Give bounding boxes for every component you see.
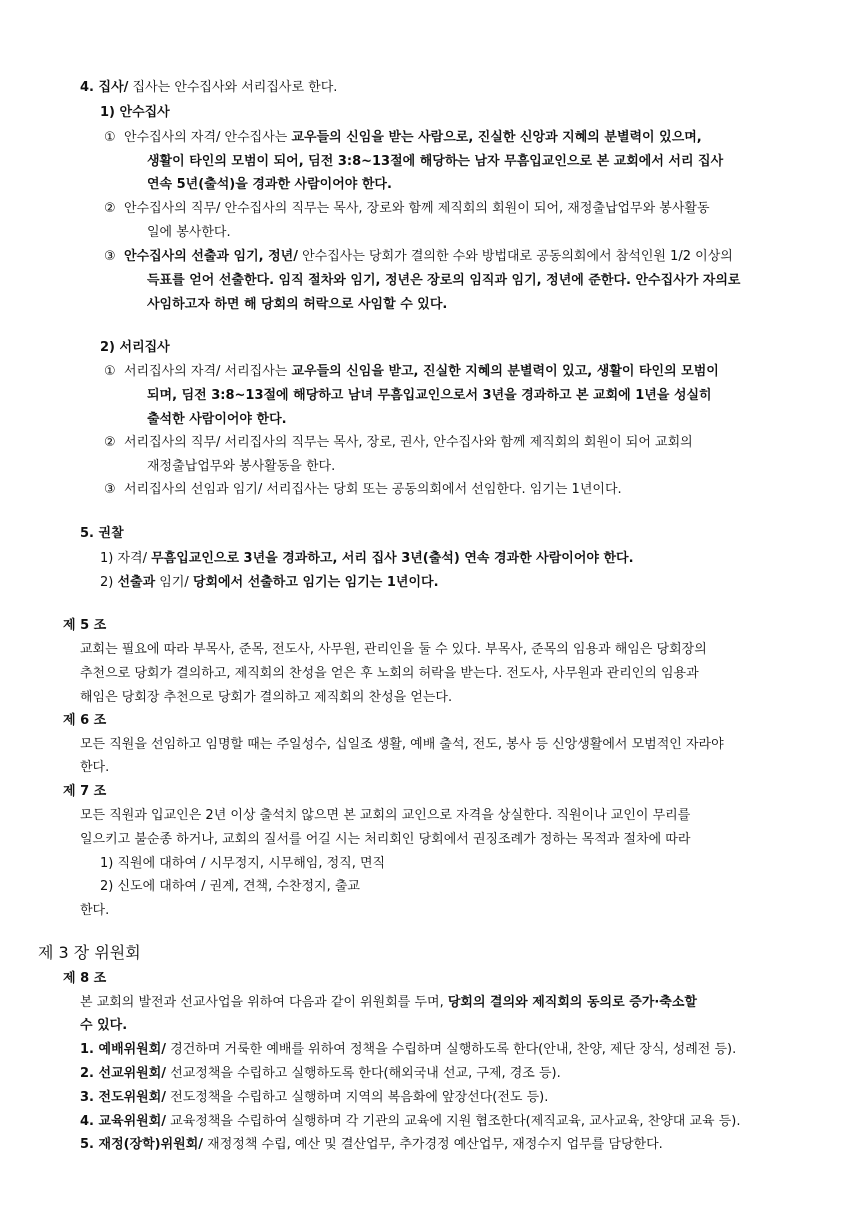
bold-span: 당회에서 선출하고 임기는 임기는 1년이다. [192, 575, 439, 590]
bold-span: 1. 예배위원회/ [80, 1042, 167, 1057]
bold-span: 선출과 [117, 575, 156, 590]
text-span: 임기/ [155, 575, 193, 590]
text-span: 본 교회의 발전과 선교사업을 위하여 다음과 같이 위원회를 두며, [80, 995, 448, 1010]
section-5-heading: 5. 권찰 [80, 526, 124, 541]
article-7-title: 제 7 조 [63, 784, 107, 799]
committee-item [80, 1113, 741, 1130]
item-num: ① [104, 130, 116, 145]
article-5-title: 제 5 조 [63, 618, 107, 633]
item-num: ② [104, 435, 116, 450]
bold-span: 5. 재정(장학)위원회/ [80, 1137, 204, 1152]
paragraph-line: 추천으로 당회가 결의하고, 제직회의 찬성을 얻은 후 노회의 허락을 받는다. 전도사, 사무원과 관리인의 임용과 [80, 666, 699, 681]
section-4-label: 4. 집사/ [80, 80, 129, 95]
paragraph-line [124, 129, 816, 146]
bold-span: 3. 전도위원회/ [80, 1090, 167, 1105]
paragraph-line: 서리집사의 선임과 임기/ 서리집사는 당회 또는 공동의회에서 선임한다. 임기는 1년이다. [124, 482, 622, 497]
paragraph-line: 일으키고 불순종 하거나, 교회의 질서를 어길 시는 처리회인 당회에서 권징조례가 정하는 목적과 절차에 따라 [80, 832, 691, 847]
text-span: 전도정책을 수립하고 실행하며 지역의 복음화에 앞장선다(전도 등). [166, 1090, 549, 1105]
paragraph-line: 1) 직원에 대하여 / 시무정지, 시무해임, 정직, 면직 [100, 856, 386, 871]
bold-span: 무흠입교인으로 3년을 경과하고, 서리 집사 3년(출석) 연속 경과한 사람이어야 한다. [151, 551, 634, 566]
paragraph-line [124, 248, 733, 265]
text-span: 1) 자격/ [100, 551, 152, 566]
paragraph-line: 안수집사의 직무/ 안수집사의 직무는 목사, 장로와 함께 제직회의 회원이 되어, 재정출납업무와 봉사활동 [124, 201, 710, 216]
paragraph-line: 한다. [80, 903, 110, 918]
item-num: ③ [104, 482, 116, 497]
paragraph-line: 모든 직원과 입교인은 2년 이상 출석치 않으면 본 교회의 교인으로 자격을 상실한다. 직원이나 교인이 무리를 [80, 808, 691, 823]
paragraph-line [100, 574, 439, 591]
committee-item [80, 1136, 663, 1153]
item-num: ② [104, 201, 116, 216]
committee-item [80, 1041, 736, 1058]
paragraph-line: 재정출납업무와 봉사활동을 한다. [147, 459, 336, 474]
paragraph-line: 수 있다. [80, 1018, 128, 1033]
sub-heading-acting-deacon: 2) 서리집사 [100, 340, 170, 355]
paragraph-line: 한다. [80, 760, 110, 775]
text-span: 안수집사의 자격/ 안수집사는 [124, 130, 292, 145]
paragraph-line: 생활이 타인의 모범이 되어, 딤전 3:8~13절에 해당하는 남자 무흠입교인으로 본 교회에서 서리 집사 [147, 154, 724, 169]
paragraph-line: 득표를 얻어 선출한다. 임직 절차와 임기, 정년은 장로의 임직과 임기, 정년에 준한다. 안수집사가 자의로 [147, 273, 741, 288]
paragraph-line: 연속 5년(출석)을 경과한 사람이어야 한다. [147, 177, 392, 192]
item-num: ① [104, 364, 116, 379]
paragraph-line [124, 363, 719, 380]
chapter-3-title: 제 3 장 위원회 [38, 943, 141, 962]
sub-heading-ordained-deacon: 1) 안수집사 [100, 105, 170, 120]
article-6-title: 제 6 조 [63, 713, 107, 728]
paragraph-line: 되며, 딤전 3:8~13절에 해당하고 남녀 무흠입교인으로서 3년을 경과하고 본 교회에 1년을 성실히 [147, 388, 712, 403]
text-span: 재정정책 수립, 예산 및 결산업무, 추가경정 예산업무, 재정수지 업무를 담당한다. [203, 1137, 663, 1152]
bold-span: 4. 교육위원회/ [80, 1114, 167, 1129]
section-4-text: 집사는 안수집사와 서리집사로 한다. [128, 80, 338, 95]
committee-item [80, 1089, 548, 1106]
paragraph-line: 일에 봉사한다. [147, 225, 231, 240]
paragraph-line: 서리집사의 직무/ 서리집사의 직무는 목사, 장로, 권사, 안수집사와 함께 제직회의 회원이 되어 교회의 [124, 435, 693, 450]
text-span: 경건하며 거룩한 예배를 위하여 정책을 수립하며 실행하도록 한다(안내, 찬양, 제단 장식, 성례전 등). [166, 1042, 737, 1057]
bold-span: 교우들의 신임을 받는 사람으로, 진실한 신앙과 지혜의 분별력이 있으며, [291, 130, 702, 145]
paragraph-line [100, 550, 634, 567]
text-span: 선교정책을 수립하고 실행하도록 한다(해외국내 선교, 구제, 경조 등). [166, 1066, 561, 1081]
paragraph-line: 모든 직원을 선임하고 임명할 때는 주일성수, 십일조 생활, 예배 출석, 전도, 봉사 등 신앙생활에서 모범적인 자라야 [80, 737, 724, 752]
bold-span: 2. 선교위원회/ [80, 1066, 167, 1081]
bold-span: 교우들의 신임을 받고, 진실한 지혜의 분별력이 있고, 생활이 타인의 모범이 [291, 364, 719, 379]
text-span: 교육정책을 수립하여 실행하며 각 기관의 교육에 지원 협조한다(제직교육, 교사교육, 찬양대 교육 등). [166, 1114, 741, 1129]
paragraph-line [80, 994, 697, 1011]
bold-span: 안수집사의 선출과 임기, 정년/ [124, 249, 298, 264]
text-span: 서리집사의 자격/ 서리집사는 [124, 364, 292, 379]
paragraph-line: 해임은 당회장 추천으로 당회가 결의하고 제직회의 찬성을 얻는다. [80, 690, 453, 705]
committee-item [80, 1065, 561, 1082]
paragraph-line: 사임하고자 하면 해 당회의 허락으로 사임할 수 있다. [147, 297, 448, 312]
item-num: ③ [104, 249, 116, 264]
paragraph-line: 출석한 사람이어야 한다. [147, 412, 287, 427]
section-4-heading [80, 79, 337, 96]
text-span: 2) [100, 575, 118, 590]
text-span: 안수집사는 당회가 결의한 수와 방법대로 공동의회에서 참석인원 1/2 이상의 [297, 249, 733, 264]
paragraph-line: 2) 신도에 대하여 / 권계, 견책, 수찬정지, 출교 [100, 879, 360, 894]
article-8-title: 제 8 조 [63, 971, 107, 986]
paragraph-line: 교회는 필요에 따라 부목사, 준목, 전도사, 사무원, 관리인을 둘 수 있다. 부목사, 준목의 임용과 해임은 당회장의 [80, 642, 707, 657]
bold-span: 당회의 결의와 제직회의 동의로 증가·축소할 [447, 995, 697, 1010]
